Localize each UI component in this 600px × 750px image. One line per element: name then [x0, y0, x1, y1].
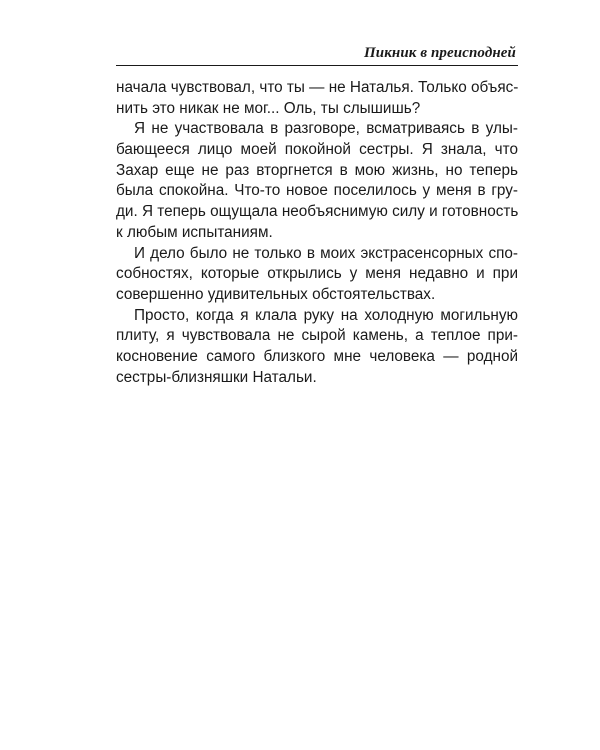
text-line: косновение самого близкого мне человека — родной — [116, 347, 518, 365]
text-line: И дело было не только в моих экстрасенсорных спо- — [134, 244, 518, 262]
text-line: ди. Я теперь ощущала необъяснимую силу и готовность — [116, 203, 519, 221]
text-line: собностях, которые открылись у меня недавно и при — [116, 265, 518, 283]
text-line: Захар еще не раз вторгнется в мою жизнь, но теперь — [116, 161, 518, 179]
paragraph — [116, 119, 518, 243]
text-line: к любым испытаниям. — [116, 223, 273, 241]
paragraph — [116, 306, 518, 389]
body-text — [116, 78, 518, 388]
text-line: плиту, я чувствовала не сырой камень, а теплое при- — [116, 327, 518, 345]
text-line: была спокойна. Что-то новое поселилось у меня в гру- — [116, 182, 518, 200]
header-rule — [116, 65, 518, 66]
text-line: нить это никак не мог... Оль, ты слышишь? — [116, 99, 421, 117]
text-line: совершенно удивительных обстоятельствах. — [116, 285, 436, 303]
paragraph — [116, 244, 518, 306]
text-line: Просто, когда я клала руку на холодную могильную — [134, 306, 518, 324]
running-head: Пикник в преисподней — [364, 45, 516, 61]
paragraph — [116, 78, 518, 119]
text-line: сестры-близняшки Натальи. — [116, 368, 317, 386]
text-line: бающееся лицо моей покойной сестры. Я знала, что — [116, 141, 518, 159]
text-line: Я не участвовала в разговоре, всматриваясь в улы- — [134, 120, 518, 138]
text-line: начала чувствовал, что ты — не Наталья. Только объяс- — [116, 79, 519, 96]
